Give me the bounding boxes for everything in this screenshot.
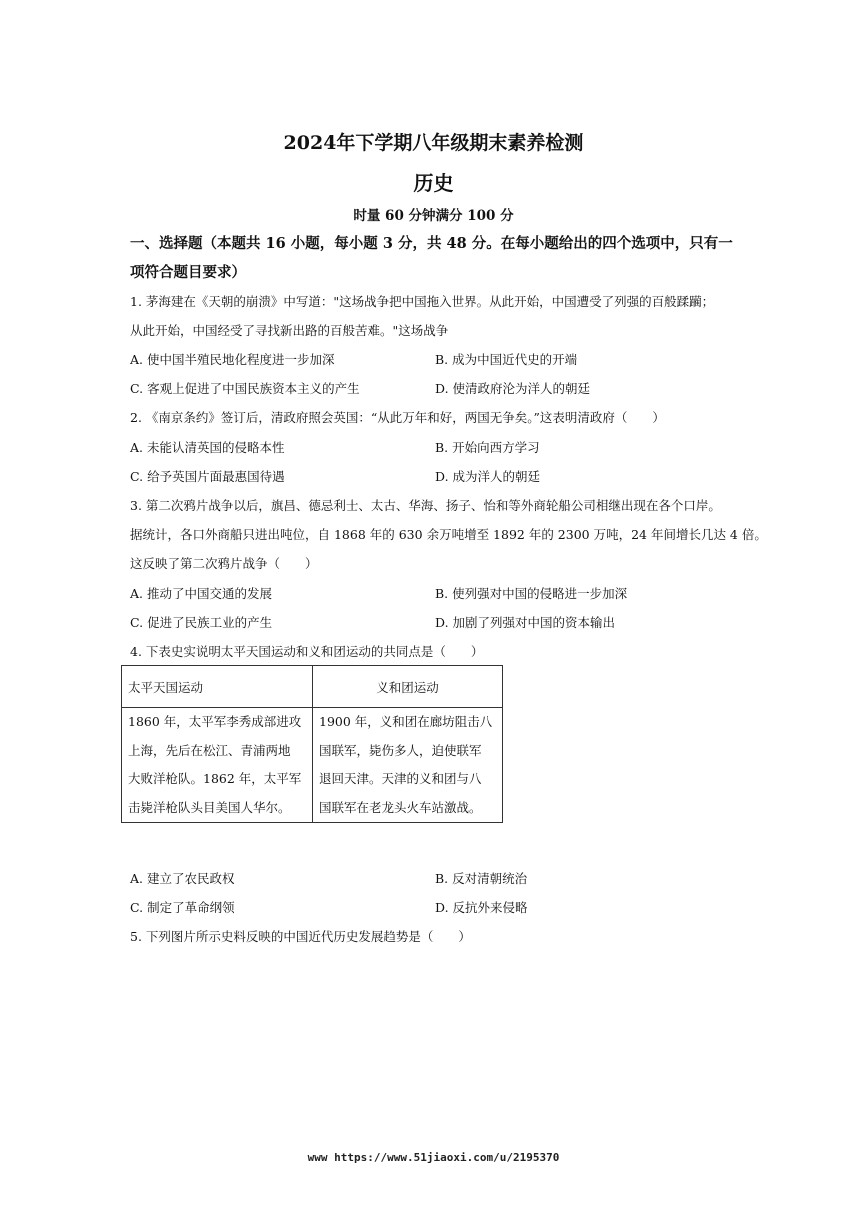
question-3-line-2: 据统计，各口外商船只进出吨位，自 1868 年的 630 余万吨增至 1892 年的 2300 万吨，24 年间增长几达 4 倍。 (130, 527, 767, 542)
question-5-line-1: 5. 下列图片所示史料反映的中国近代历史发展趋势是（ ） (130, 929, 471, 944)
question-3-line-1: 3. 第二次鸦片战争以后，旗昌、德忌利士、太古、华海、扬子、怡和等外商轮船公司相继出现在各个口岸。 (130, 498, 721, 513)
time-info: 时量 60 分钟满分 100 分 (353, 208, 514, 224)
table-cell-line: 1900 年，义和团在廊坊阻击八 (319, 714, 493, 729)
table-row (122, 708, 503, 823)
question-3-option-d: D. 加剧了列强对中国的资本输出 (435, 615, 616, 630)
table-header-taiping: 太平天国运动 (122, 666, 313, 708)
question-1-option-b: B. 成为中国近代史的开端 (435, 352, 578, 367)
table-cell-line: 国联军，毙伤多人，迫使联军 (319, 742, 482, 758)
table-cell-line: 上海，先后在松江、青浦两地 (128, 742, 291, 758)
section-heading-line-1: 一、选择题（本题共 16 小题，每小题 3 分，共 48 分。在每小题给出的四个选项中，只有一 (130, 235, 733, 252)
table-cell-line: 国联军在老龙头火车站激战。 (319, 799, 482, 815)
question-2-option-b: B. 开始向西方学习 (435, 440, 540, 455)
footer-url[interactable]: www https://www.51jiaoxi.com/u/2195370 (307, 1151, 560, 1164)
question-3-line-3: 这反映了第二次鸦片战争（ ） (130, 556, 318, 571)
question-1-option-d: D. 使清政府沦为洋人的朝廷 (435, 381, 591, 396)
question-4-option-b: B. 反对清朝统治 (435, 871, 528, 886)
question-3-option-b: B. 使列强对中国的侵略进一步加深 (435, 586, 628, 601)
table-cell-line: 1860 年，太平军李秀成部进攻 (128, 714, 302, 729)
question-1-line-2: 从此开始，中国经受了寻找新出路的百般苦难。"这场战争 (130, 323, 449, 338)
question-3-option-c: C. 促进了民族工业的产生 (130, 615, 273, 630)
subject-title: 历史 (413, 171, 454, 195)
question-4-option-c: C. 制定了革命纲领 (130, 900, 235, 915)
question-3-option-a: A. 推动了中国交通的发展 (130, 586, 272, 601)
question-1-option-a: A. 使中国半殖民地化程度进一步加深 (130, 352, 335, 367)
question-2-option-d: D. 成为洋人的朝廷 (435, 469, 541, 484)
section-heading-line-2: 项符合题目要求） (130, 264, 246, 281)
table-cell-line: 击毙洋枪队头目美国人华尔。 (128, 799, 291, 815)
history-comparison-table (121, 665, 503, 823)
table-cell-boxer (313, 708, 503, 823)
question-4-option-a: A. 建立了农民政权 (130, 871, 235, 886)
question-4-option-d: D. 反抗外来侵略 (435, 900, 528, 915)
question-1-option-c: C. 客观上促进了中国民族资本主义的产生 (130, 381, 360, 396)
table-cell-line: 大败洋枪队。1862 年，太平军 (128, 771, 302, 786)
question-2-option-a: A. 未能认清英国的侵略本性 (130, 440, 285, 455)
table-cell-line: 退回天津。天津的义和团与八 (319, 771, 482, 786)
question-1-line-1: 1. 茅海建在《天朝的崩溃》中写道："这场战争把中国拖入世界。从此开始，中国遭受了列强的百般蹂躏； (130, 294, 715, 309)
table-cell-taiping (122, 708, 313, 823)
table-header-row (122, 666, 503, 708)
question-4-line-1: 4. 下表史实说明太平天国运动和义和团运动的共同点是（ ） (130, 644, 484, 659)
question-2-option-c: C. 给予英国片面最惠国待遇 (130, 469, 285, 484)
exam-title: 2024年下学期八年级期末素养检测 (283, 132, 584, 154)
table-header-boxer: 义和团运动 (313, 666, 503, 708)
question-2-line-1: 2. 《南京条约》签订后，清政府照会英国：“从此万年和好，两国无争矣。”这表明清政府（ ） (130, 410, 665, 425)
